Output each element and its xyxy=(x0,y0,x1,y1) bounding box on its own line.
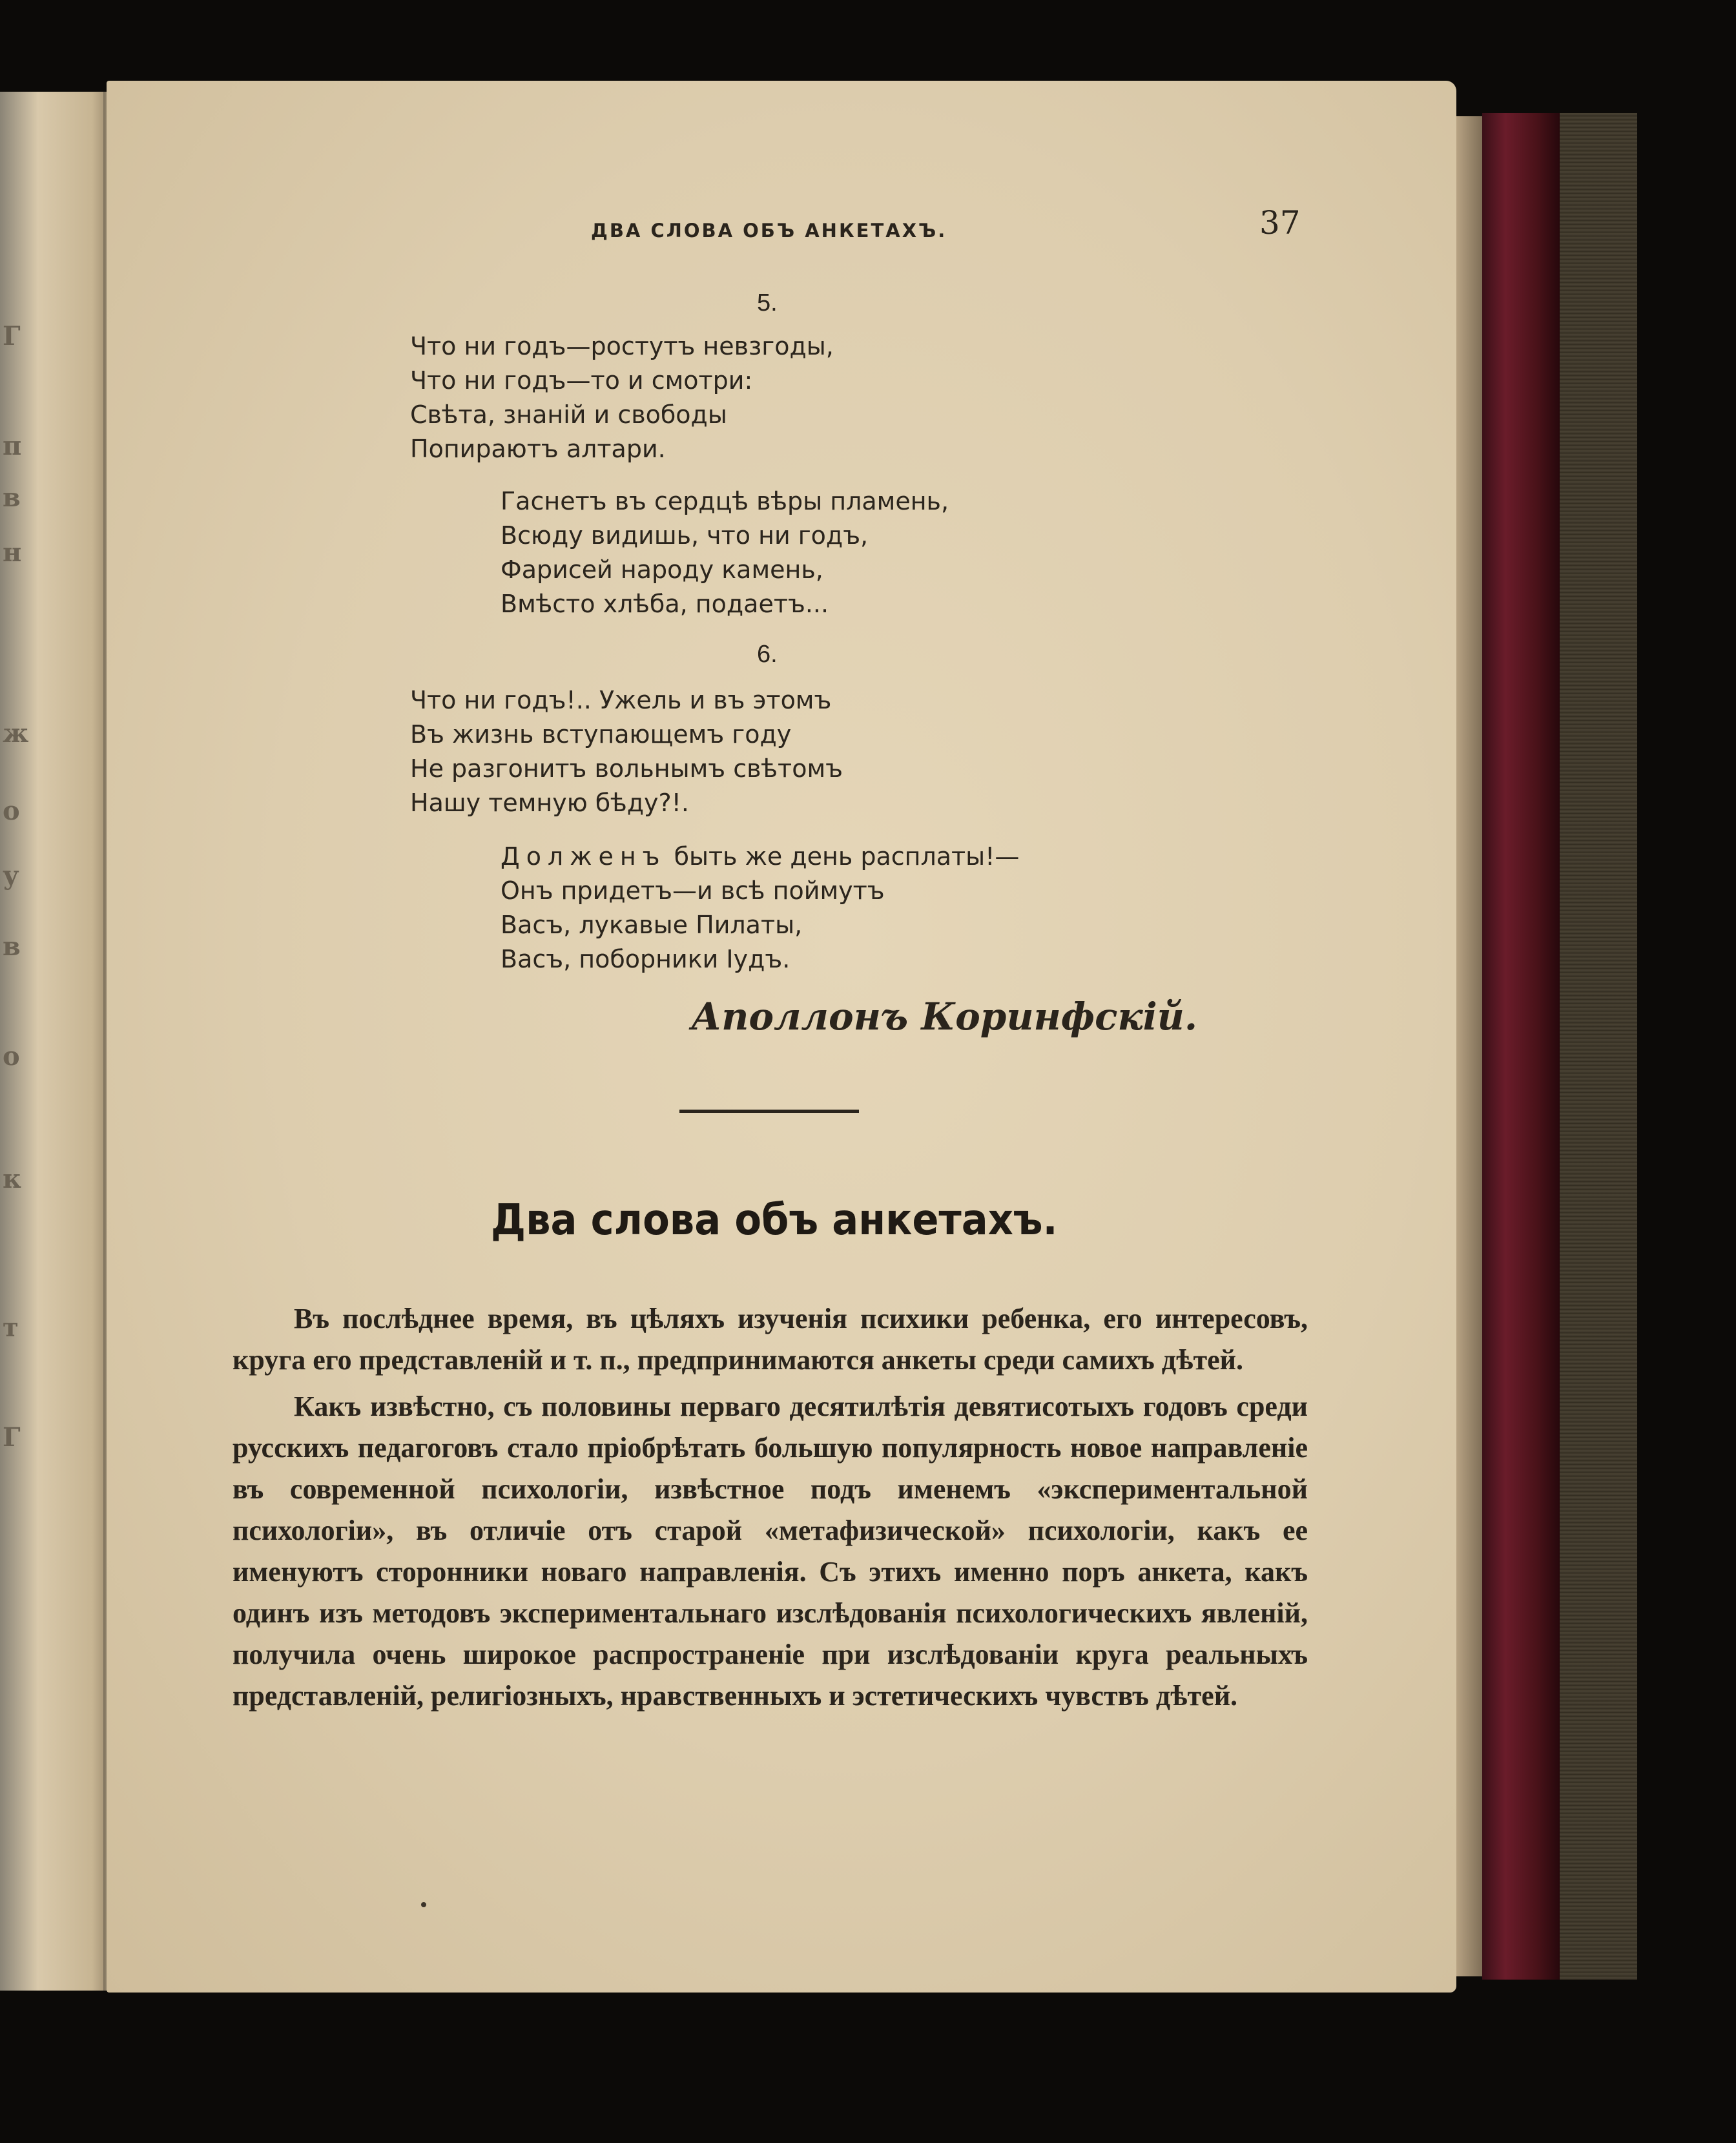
verse-line: Васъ, поборники Іудъ. xyxy=(501,945,790,973)
poem-signature: Аполлонъ Коринфскій. xyxy=(691,995,1198,1039)
stanza-6-quatrain-1 xyxy=(410,683,843,820)
paragraph: Въ послѣднее время, въ цѣляхъ изученія психики ребенка, его интересовъ, круга его представленій и т. п., предпринимаются анкеты среди самихъ дѣтей. xyxy=(232,1303,1308,1376)
paragraph: Какъ извѣстно, съ половины перваго десятилѣтія девятисотыхъ годовъ среди русскихъ педагоговъ стало пріобрѣтать большую популярность новое направленіе въ современной психологіи, извѣстное подъ именемъ «экспериментальной психологіи», въ отличіе отъ старой «метафизической» психологіи, какъ ее именуютъ сторонники новаго направленія. Съ этихъ именно поръ анкета, какъ одинъ изъ методовъ экспериментальнаго изслѣдованія психологическихъ явленій, получила очень широкое распространеніе при изслѣдованіи круга реальныхъ представленій, религіозныхъ, нравственныхъ и эстетическихъ чувствъ дѣтей. xyxy=(232,1391,1308,1712)
edge-letter: к xyxy=(3,1164,21,1194)
edge-letter: Г xyxy=(3,321,21,351)
verse-line: Вмѣсто хлѣба, подаетъ... xyxy=(501,590,829,618)
article-title: Два слова объ анкетахъ. xyxy=(491,1195,1058,1245)
edge-letter: н xyxy=(3,537,22,568)
verse-line: Что ни годъ—ростутъ невзгоды, xyxy=(410,332,834,360)
verse-line: Нашу темную бѣду?!. xyxy=(410,789,689,817)
verse-line: Васъ, лукавые Пилаты, xyxy=(501,911,803,939)
article-body xyxy=(232,1298,1308,1717)
verse-line-rest: быть же день расплаты!— xyxy=(666,842,1020,871)
section-divider xyxy=(679,1110,859,1113)
edge-letter: ж xyxy=(3,718,29,749)
print-speck xyxy=(421,1902,426,1907)
book-cover-edge xyxy=(1482,113,1560,1980)
verse-line: Гаснетъ въ сердцѣ вѣры пламень, xyxy=(501,487,949,515)
edge-letter: у xyxy=(3,860,19,891)
stanza-5-quatrain-1 xyxy=(410,329,834,466)
edge-letter: в xyxy=(3,482,21,513)
page-number: 37 xyxy=(1259,204,1301,242)
verse-line: Что ни годъ!.. Ужель и въ этомъ xyxy=(410,686,832,714)
verse-line: Не разгонитъ вольнымъ свѣтомъ xyxy=(410,754,843,783)
verse-line: Свѣта, знаній и свободы xyxy=(410,400,727,429)
edge-letter: п xyxy=(3,431,22,461)
spaced-word: Долженъ xyxy=(501,842,666,871)
stanza-number-6: 6. xyxy=(757,641,778,668)
edge-letter: о xyxy=(3,1041,20,1072)
verse-line: Въ жизнь вступающемъ году xyxy=(410,720,792,749)
edge-letter: т xyxy=(3,1312,19,1343)
verse-line xyxy=(501,840,1019,874)
stanza-number-5: 5. xyxy=(757,289,778,316)
stanza-5-quatrain-2 xyxy=(501,484,949,621)
edge-letter: о xyxy=(3,796,20,826)
edge-letter: Г xyxy=(3,1422,21,1453)
verse-line: Онъ придетъ—и всѣ поймутъ xyxy=(501,876,885,905)
verse-line: Всюду видишь, что ни годъ, xyxy=(501,521,869,550)
verse-line: Попираютъ алтари. xyxy=(410,435,666,463)
verse-line: Что ни годъ—то и смотри: xyxy=(410,366,753,395)
edge-letter: в xyxy=(3,931,21,962)
running-head: ДВА СЛОВА ОБЪ АНКЕТАХЪ. xyxy=(591,220,947,242)
left-page-edge xyxy=(0,92,108,1991)
verse-line: Фарисей народу камень, xyxy=(501,555,823,584)
book-cover-cloth xyxy=(1560,113,1637,1980)
stanza-6-quatrain-2 xyxy=(501,840,1019,977)
